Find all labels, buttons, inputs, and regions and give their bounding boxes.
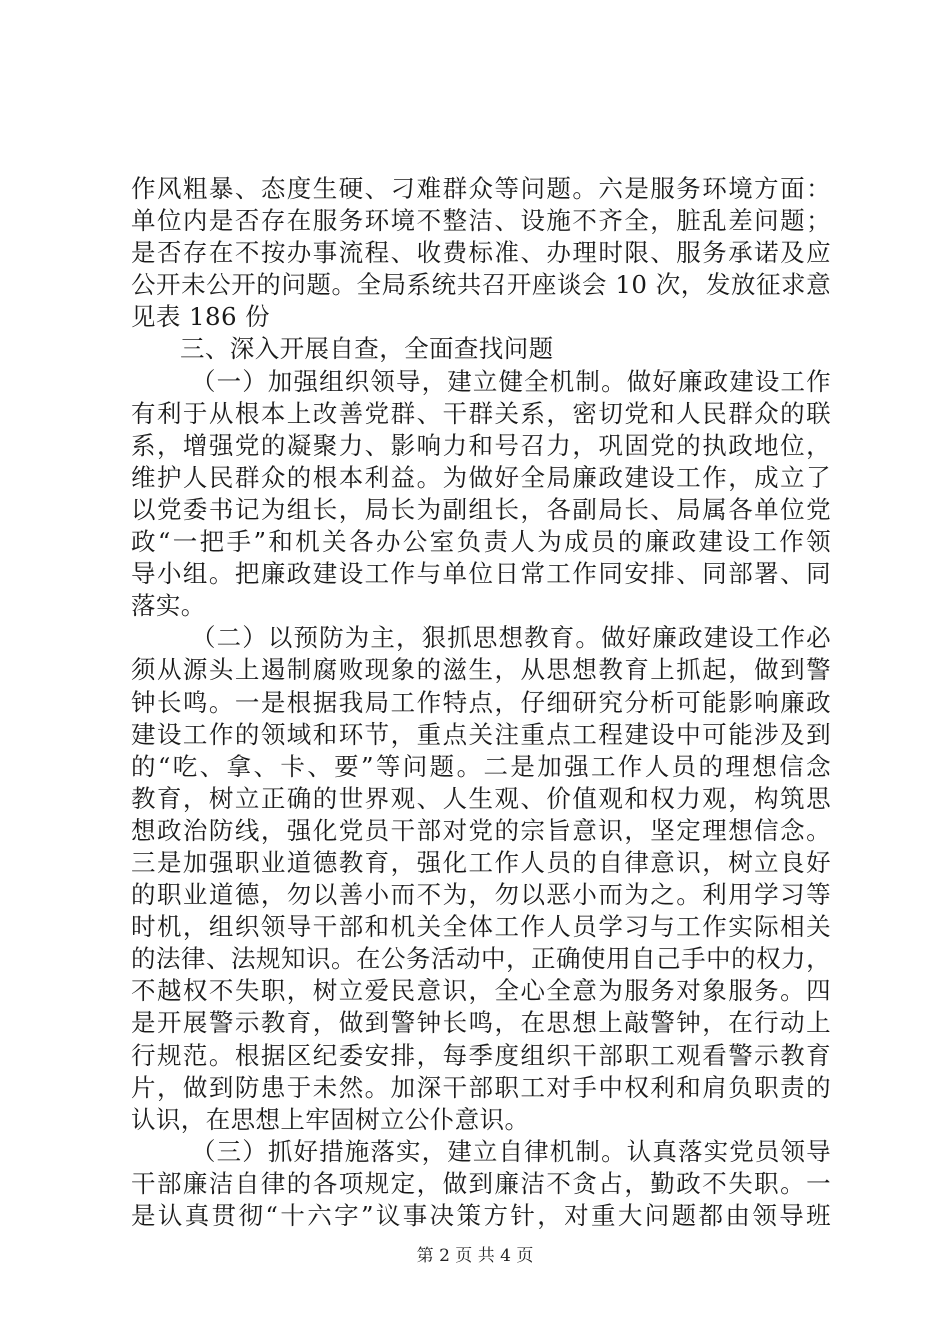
text-line: 钟长鸣。一是根据我局工作特点，仔细研究分析可能影响廉政 xyxy=(131,687,831,717)
text-line: 有利于从根本上改善党群、干群关系，密切党和人民群众的联 xyxy=(131,398,831,428)
text-line: 须从源头上遏制腐败现象的滋生，从思想教育上抓起，做到警 xyxy=(131,655,831,685)
text-line: 三、深入开展自查，全面查找问题 xyxy=(180,334,554,364)
text-line: 干部廉洁自律的各项规定，做到廉洁不贪占，勤政不失职。一 xyxy=(131,1168,831,1198)
text-line: 维护人民群众的根本利益。为做好全局廉政建设工作，成立了 xyxy=(131,462,831,492)
text-line: 的法律、法规知识。在公务活动中，正确使用自己手中的权力， xyxy=(131,944,831,974)
text-line: 公开未公开的问题。全局系统共召开座谈会 10 次，发放征求意 xyxy=(131,270,831,300)
document-body xyxy=(131,173,831,1232)
text-line: 导小组。把廉政建设工作与单位日常工作同安排、同部署、同 xyxy=(131,559,831,589)
text-line: 是否存在不按办事流程、收费标准、办理时限、服务承诺及应 xyxy=(131,238,831,268)
text-line: 时机，组织领导干部和机关全体工作人员学习与工作实际相关 xyxy=(131,912,831,942)
text-line: 三是加强职业道德教育，强化工作人员的自律意识，树立良好 xyxy=(131,847,831,877)
text-line: （二）以预防为主，狠抓思想教育。做好廉政建设工作必 xyxy=(191,623,831,653)
text-line: 见表 186 份 xyxy=(131,302,271,332)
text-line: 的职业道德，勿以善小而不为，勿以恶小而为之。利用学习等 xyxy=(131,880,831,910)
page-footer: 第 2 页 共 4 页 xyxy=(416,1246,534,1266)
text-line: 片，做到防患于未然。加深干部职工对手中权利和肩负职责的 xyxy=(131,1072,831,1102)
text-line: 政“一把手”和机关各办公室负责人为成员的廉政建设工作领 xyxy=(131,527,831,557)
text-line: （一）加强组织领导，建立健全机制。做好廉政建设工作 xyxy=(191,366,831,396)
text-line: 作风粗暴、态度生硬、刁难群众等问题。六是服务环境方面： xyxy=(131,174,831,203)
text-line: 认识，在思想上牢固树立公仆意识。 xyxy=(131,1104,530,1134)
text-line: 建设工作的领域和环节，重点关注重点工程建设中可能涉及到 xyxy=(131,719,831,749)
text-line: 是认真贯彻“十六字”议事决策方针，对重大问题都由领导班 xyxy=(131,1201,831,1230)
text-line: 不越权不失职，树立爱民意识，全心全意为服务对象服务。四 xyxy=(131,976,831,1006)
text-line: 系，增强党的凝聚力、影响力和号召力，巩固党的执政地位， xyxy=(131,430,831,460)
text-line: 单位内是否存在服务环境不整洁、设施不齐全，脏乱差问题； xyxy=(131,206,831,236)
text-line: 想政治防线，强化党员干部对党的宗旨意识，坚定理想信念。 xyxy=(131,815,831,845)
text-line: 是开展警示教育，做到警钟长鸣，在思想上敲警钟，在行动上 xyxy=(131,1008,831,1038)
text-line: 行规范。根据区纪委安排，每季度组织干部职工观看警示教育 xyxy=(131,1040,831,1070)
text-line: 的“吃、拿、卡、要”等问题。二是加强工作人员的理想信念 xyxy=(131,751,831,781)
text-line: 教育，树立正确的世界观、人生观、价值观和权力观，构筑思 xyxy=(131,783,831,813)
text-line: 以党委书记为组长，局长为副组长，各副局长、局属各单位党 xyxy=(131,494,831,524)
text-line: 落实。 xyxy=(131,591,206,621)
text-line: （三）抓好措施落实，建立自律机制。认真落实党员领导 xyxy=(191,1136,831,1166)
